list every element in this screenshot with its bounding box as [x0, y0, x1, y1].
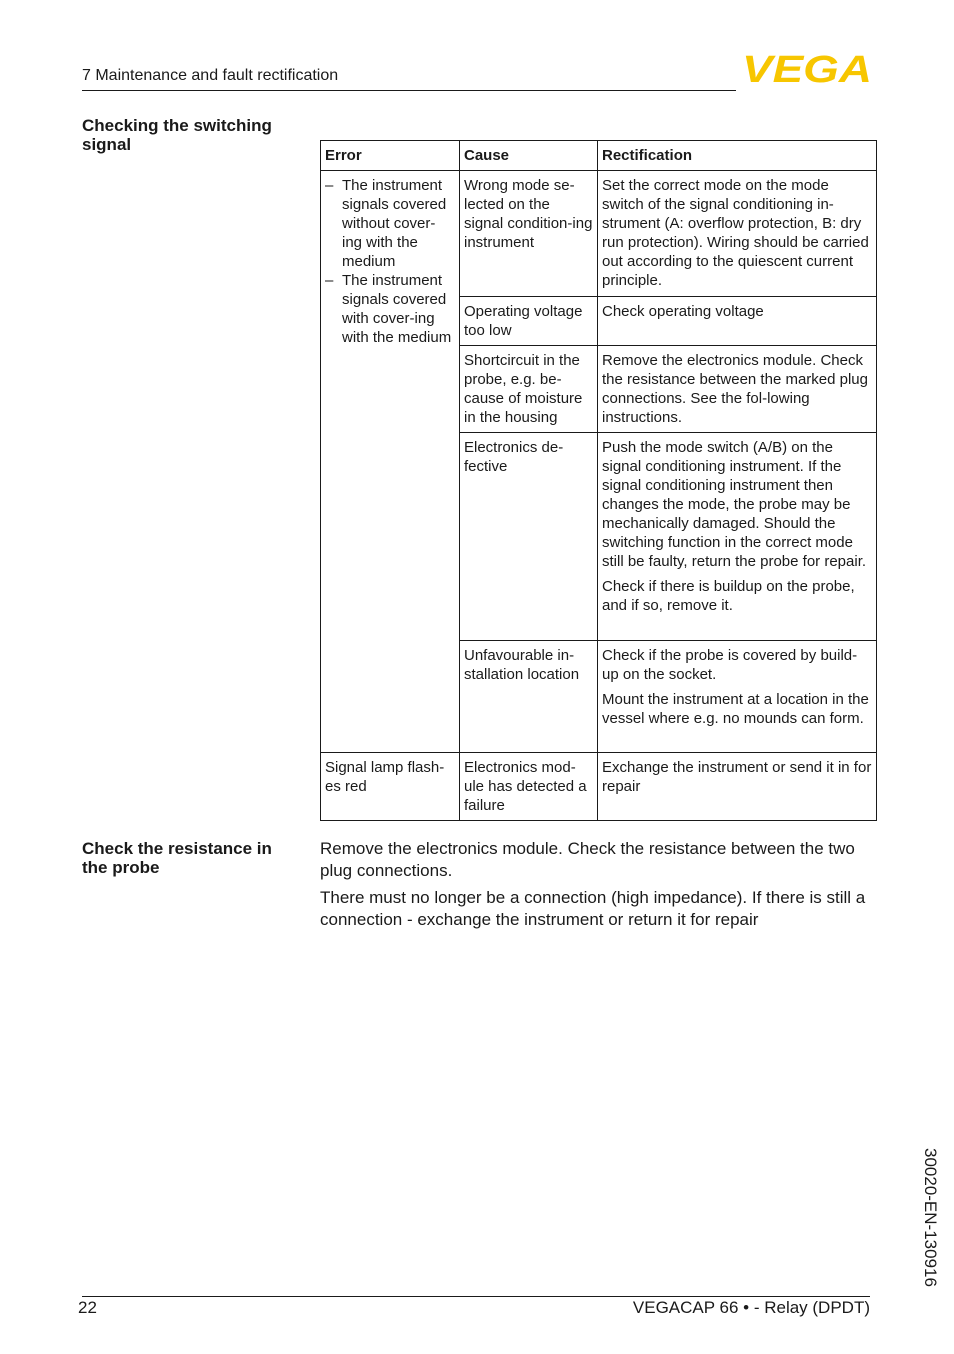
header-divider: [82, 90, 736, 91]
rectification-cell: Check operating voltage: [598, 297, 877, 346]
table-row: [321, 753, 877, 821]
col-header-rectification: Rectification: [598, 141, 877, 171]
cause-cell: Shortcircuit in the probe, e.g. be-cause of moisture in the housing: [460, 346, 598, 433]
rectification-cell: Set the correct mode on the mode switch of the signal conditioning in-strument (A: overflow protection, B: dry run protection). Wiring should be carried out according to the quiescent current principle.: [598, 171, 877, 297]
page-number: 22: [78, 1298, 97, 1317]
cause-cell: Electronics mod-ule has detected a failure: [460, 753, 598, 821]
fault-table: [320, 140, 877, 821]
rectification-cell: Exchange the instrument or send it in for repair: [598, 753, 877, 821]
table-header-row: [321, 141, 877, 171]
resistance-paragraph-2: There must no longer be a connection (high impedance). If there is still a connection - exchange the instrument or return it for repair: [320, 888, 866, 929]
heading-check-resistance: Check the resistance in the probe: [82, 839, 272, 877]
rectification-cell: Remove the electronics module. Check the resistance between the marked plug connections. See the fol-lowing instructions.: [598, 346, 877, 433]
footer-divider: [82, 1296, 870, 1297]
cause-cell: Operating voltage too low: [460, 297, 598, 346]
error-cell: [321, 171, 460, 753]
rectification-cell: Push the mode switch (A/B) on the signal conditioning instrument. If the signal conditioning instrument then changes the mode, the probe may be mechanically damaged. Should the switching function in the correct mode still be faulty, return the probe for repair. Check if there is buildup on the probe, and if so, remove it.: [598, 433, 877, 641]
cause-cell: Electronics de-fective: [460, 433, 598, 641]
error-cell: Signal lamp flash-es red: [321, 753, 460, 821]
document-code: 30020-EN-130916: [921, 1148, 940, 1287]
col-header-cause: Cause: [460, 141, 598, 171]
resistance-paragraph-1: Remove the electronics module. Check the resistance between the two plug connections.: [320, 839, 855, 880]
rectification-cell: Check if the probe is covered by build-up on the socket. Mount the instrument at a location in the vessel where e.g. no mounds can form.: [598, 641, 877, 753]
heading-checking-switching-signal: Checking the switching signal: [82, 116, 272, 154]
list-item: – The instrument signals covered with cover-ing with the medium: [325, 271, 455, 347]
product-name: VEGACAP 66 • - Relay (DPDT): [632, 1298, 870, 1317]
list-item: – The instrument signals covered without cover-ing with the medium: [325, 176, 455, 271]
vega-logo: [742, 52, 872, 84]
table-row: [321, 171, 877, 297]
col-header-error: Error: [321, 141, 460, 171]
cause-cell: Unfavourable in-stallation location: [460, 641, 598, 753]
cause-cell: Wrong mode se-lected on the signal condition-ing instrument: [460, 171, 598, 297]
svg-text:VEGA: VEGA: [742, 52, 872, 84]
section-title: 7 Maintenance and fault rectification: [82, 67, 339, 84]
